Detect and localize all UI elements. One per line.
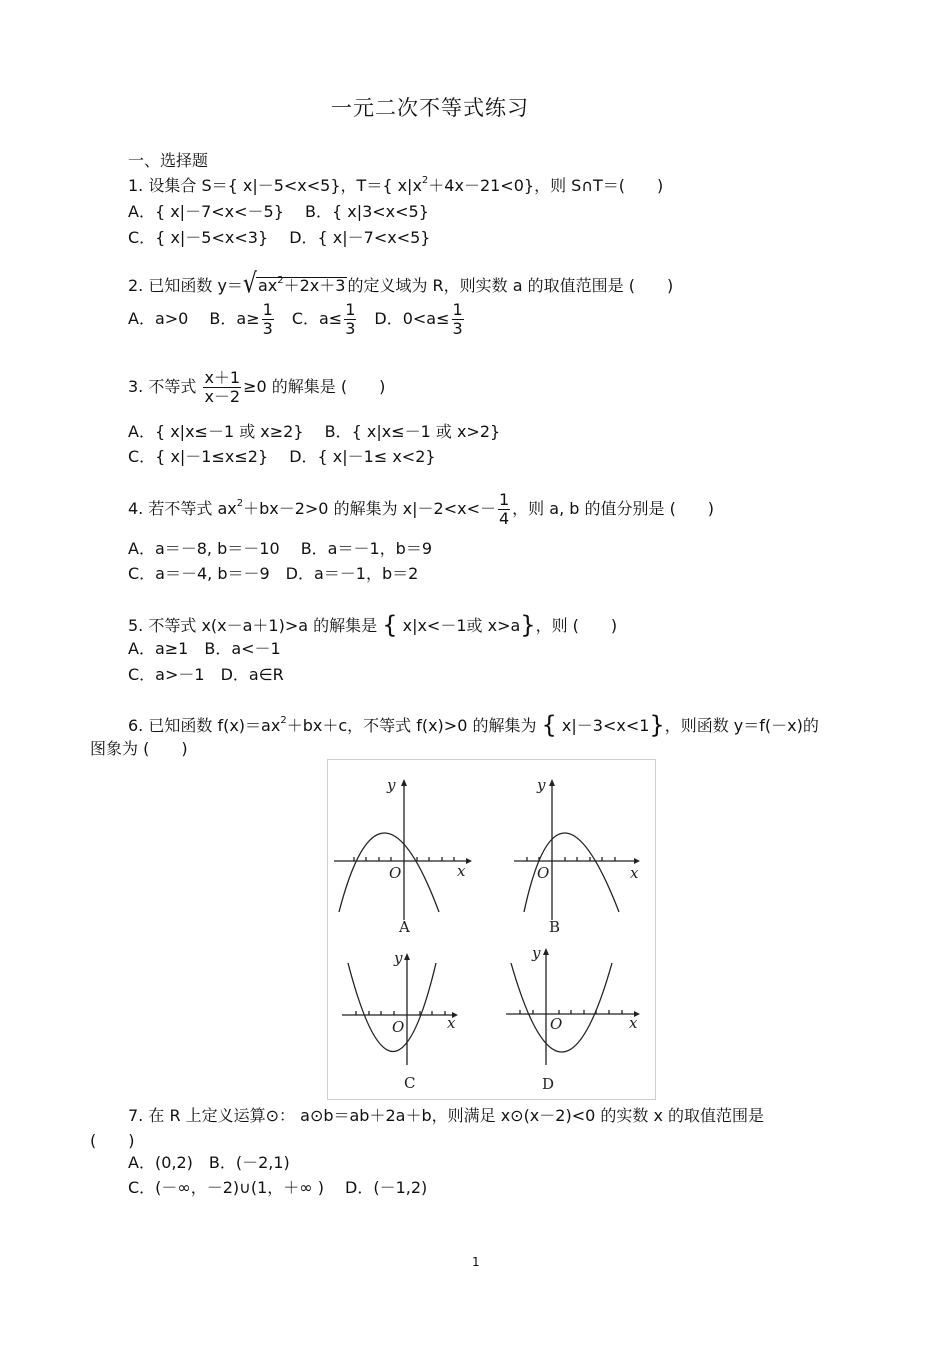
fraction-numerator: 1: [452, 300, 463, 319]
fraction-one-third-c: [344, 302, 356, 337]
graph-b-origin-label: O: [537, 864, 550, 882]
question-7-options-cd: C．(－∞，－2)∪(1，＋∞ ) D．(－1,2): [128, 1178, 428, 1197]
graph-b-caption: B: [549, 918, 561, 936]
question-1-stem: [128, 175, 664, 195]
q4-stem-part-b: ＋bx－2>0 的解集为 x|－2<x<－: [243, 499, 496, 518]
q3-stem-part-a: 3. 不等式: [128, 377, 202, 396]
graph-d: [506, 948, 640, 1065]
fraction-denominator: x－2: [204, 387, 241, 406]
q2-radicand-b: ＋2x＋3: [283, 276, 346, 295]
q2-radicand-exponent: 2: [277, 275, 284, 286]
graph-a-y-label: y: [387, 776, 396, 794]
graph-a-caption: A: [399, 918, 410, 936]
graph-a: [334, 779, 472, 920]
graph-c-curve: [348, 963, 436, 1052]
q4-fraction: [498, 492, 510, 527]
graph-c: [342, 953, 458, 1065]
q5-stem-part-a: 5. 不等式 x(x－a＋1)>a 的解集是: [128, 616, 383, 635]
q6-stem-part-b: ＋bx＋c，不等式 f(x)>0 的解集为: [286, 716, 542, 735]
question-3-options-ab: A．{ x|x≤－1 或 x≥2} B．{ x|x≤－1 或 x>2}: [128, 422, 501, 441]
fraction-denominator: 3: [262, 319, 273, 338]
q4-exponent: 2: [236, 498, 244, 509]
graph-d-x-label: x: [629, 1014, 638, 1032]
question-4-options-ab: A．a＝－8, b＝－10 B．a＝－1，b＝9: [128, 539, 433, 558]
graph-d-curve: [511, 963, 612, 1052]
graph-d-caption: D: [542, 1075, 555, 1093]
question-7-stem-line-2: ( ): [90, 1131, 135, 1150]
page-title: 一元二次不等式练习: [331, 96, 529, 120]
radical-sign-icon: √: [242, 268, 257, 300]
graph-b: [514, 779, 640, 920]
q3-stem-part-b: ≥0 的解集是 ( ): [243, 377, 386, 396]
left-brace: {: [382, 611, 398, 639]
q6-stem-part-a: 6. 已知函数 f(x)＝ax: [128, 716, 281, 735]
graph-a-x-arrow: [466, 858, 472, 864]
fraction-numerator: x＋1: [204, 368, 241, 387]
question-4-options-cd: C．a＝－4, b＝－9 D．a＝－1，b＝2: [128, 564, 419, 583]
q2-radicand-a: ax: [257, 276, 278, 295]
fraction-denominator: 3: [345, 319, 356, 338]
fraction-one-third-d: [452, 302, 464, 337]
question-6-stem: [128, 713, 819, 737]
graph-c-origin-label: O: [392, 1018, 405, 1036]
q6-exponent: 2: [280, 715, 287, 726]
question-5-stem: [128, 613, 617, 637]
q3-fraction: [203, 370, 241, 405]
q1-stem-part-a: 1. 设集合 S＝{ x|－5<x<5}，T＝{ x|x: [128, 176, 422, 195]
graph-a-origin-label: O: [389, 864, 402, 882]
question-3-stem: [128, 370, 385, 405]
question-7-options-ab: A．(0,2) B．(－2,1): [128, 1153, 290, 1172]
left-brace: {: [541, 711, 557, 739]
graph-c-caption: C: [404, 1074, 416, 1092]
q2-stem-part-b: 的定义域为 R，则实数 a 的取值范围是 ( ): [347, 276, 674, 295]
q6-set: x|－3<x<1: [556, 716, 650, 735]
q4-stem-part-c: ，则 a, b 的值分别是 ( ): [512, 499, 715, 518]
fraction-numerator: 1: [262, 300, 273, 319]
question-1-options-ab: A．{ x|－7<x<－5} B．{ x|3<x<5}: [128, 202, 429, 221]
q5-stem-part-b: ，则 ( ): [535, 616, 618, 635]
graph-b-y-arrow: [549, 779, 555, 786]
graph-d-y-arrow: [543, 948, 549, 955]
question-4-stem: [128, 492, 714, 527]
parabola-graphs: [328, 760, 655, 1099]
fraction-one-third-b: [262, 302, 274, 337]
q4-stem-part-a: 4. 若不等式 ax: [128, 499, 237, 518]
q2-radicand: [256, 277, 348, 294]
q1-stem-part-b: ＋4x－21<0}，则 S∩T＝( ): [428, 176, 664, 195]
question-3-options-cd: C．{ x|－1≤x≤2} D．{ x|－1≤ x<2}: [128, 447, 436, 466]
question-5-options-cd: C．a>－1 D．a∈R: [128, 665, 284, 684]
q1-exponent: 2: [421, 175, 429, 186]
question-2-stem: [128, 268, 674, 300]
section-heading: 一、选择题: [128, 151, 209, 170]
graph-a-x-label: x: [457, 862, 466, 880]
graph-c-y-label: y: [394, 949, 403, 967]
question-6-stem-line-2: 图象为 ( ): [90, 739, 188, 758]
question-1-options-cd: C．{ x|－5<x<3} D．{ x|－7<x<5}: [128, 228, 431, 247]
fraction-numerator: 1: [498, 490, 510, 509]
parabola-options-figure: [327, 759, 656, 1100]
fraction-numerator: 1: [345, 300, 356, 319]
q2-option-ab: A．a>0 B．a≥: [128, 309, 260, 328]
graph-a-y-arrow: [401, 779, 407, 786]
graph-b-x-label: x: [630, 864, 639, 882]
graph-d-y-label: y: [532, 944, 541, 962]
q6-stem-part-c: ，则函数 y＝f(－x)的: [664, 716, 819, 735]
q5-set: x|x<－1或 x>a: [397, 616, 521, 635]
graph-c-y-arrow: [404, 953, 410, 960]
question-2-options: [128, 302, 466, 337]
q2-option-c: C．a≤: [275, 309, 343, 328]
graph-b-y-label: y: [537, 776, 546, 794]
fraction-denominator: 3: [452, 319, 463, 338]
page-number: 1: [472, 1255, 480, 1269]
graph-d-origin-label: O: [550, 1015, 563, 1033]
question-5-options-ab: A．a≥1 B．a<－1: [128, 639, 281, 658]
right-brace: }: [520, 611, 536, 639]
q2-stem-part-a: 2. 已知函数 y＝: [128, 276, 243, 295]
right-brace: }: [649, 711, 665, 739]
question-7-stem: 7. 在 R 上定义运算⊙： a⊙b＝ab＋2a＋b，则满足 x⊙(x－2)<0 的实数 x 的取值范围是: [128, 1106, 765, 1125]
q2-option-d: D．0<a≤: [358, 309, 450, 328]
graph-c-x-label: x: [447, 1014, 456, 1032]
fraction-denominator: 4: [498, 509, 510, 528]
